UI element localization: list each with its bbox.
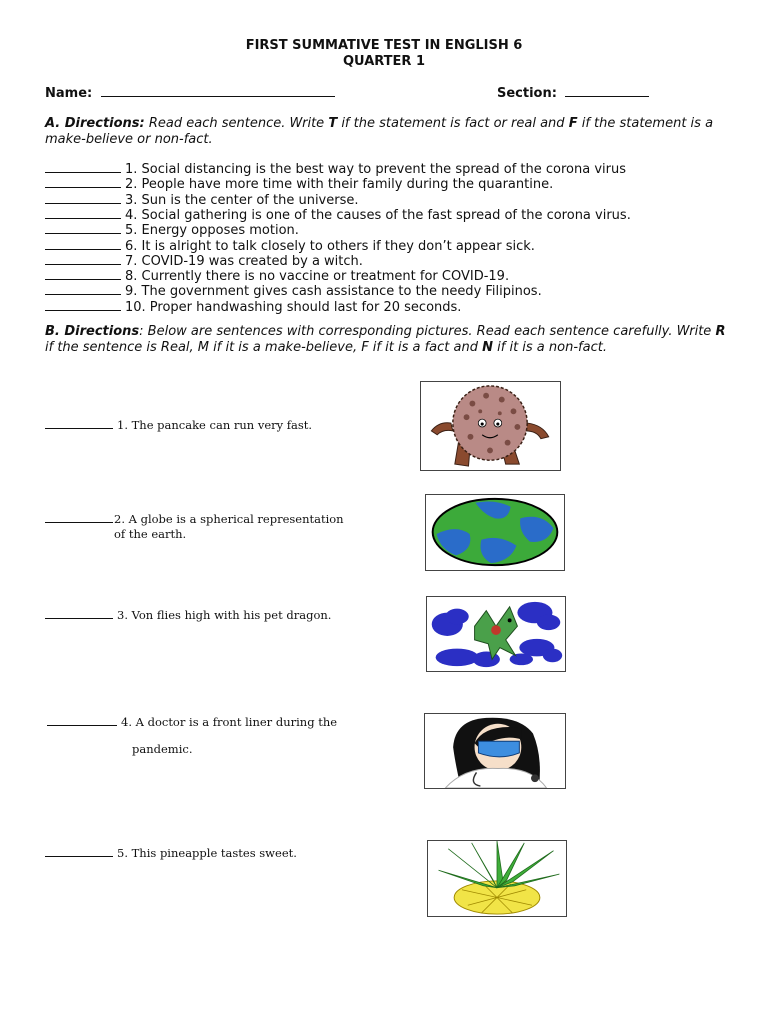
section-row xyxy=(497,85,649,101)
item-text: 9. The government gives cash assistance to the needy Filipinos. xyxy=(125,284,542,300)
part-b-label: B. Directions xyxy=(45,324,140,339)
quarter-label: QUARTER 1 xyxy=(342,54,426,69)
key-t: T xyxy=(328,116,338,131)
item-text: 5. Energy opposes motion. xyxy=(125,223,299,239)
part-a-label: A. Directions: xyxy=(45,116,145,131)
item-text: 4. Social gathering is one of the causes of the fast spread of the corona virus. xyxy=(125,207,631,223)
item-text: 6. It is alright to talk closely to others if they don’t appear sick. xyxy=(125,238,535,254)
item-text: 1. Social distancing is the best way to prevent the spread of the corona virus xyxy=(125,162,626,177)
item-text: 4. A doctor is a front liner during the xyxy=(121,715,338,729)
dragon-icon xyxy=(427,597,565,671)
part-b-item xyxy=(45,845,297,861)
doctor-picture xyxy=(424,713,566,789)
test-title: FIRST SUMMATIVE TEST IN ENGLISH 6 xyxy=(245,38,523,53)
part-a-text: Read each sentence. Write xyxy=(144,116,329,131)
answer-blank[interactable] xyxy=(45,299,121,311)
answer-blank[interactable] xyxy=(45,238,121,250)
answer-blank[interactable] xyxy=(45,161,121,173)
part-a-item xyxy=(45,253,363,269)
item-text: 2. A globe is a spherical representation xyxy=(114,512,344,526)
part-b-text: if it is a non-fact. xyxy=(493,340,607,355)
pineapple-picture xyxy=(427,840,567,917)
answer-blank[interactable] xyxy=(45,845,113,857)
answer-blank[interactable] xyxy=(45,417,113,429)
item-text: 7. COVID-19 was created by a witch. xyxy=(125,253,363,269)
item-text: 1. The pancake can run very fast. xyxy=(117,418,313,432)
key-f: F xyxy=(568,116,578,131)
key-r: R xyxy=(715,324,726,339)
key-n: N xyxy=(482,340,493,355)
part-a-item xyxy=(45,222,299,238)
part-a-item xyxy=(45,238,535,254)
part-b-text: : Below are sentences with corresponding pictures. Read each sentence carefully. Write xyxy=(139,324,716,339)
answer-blank[interactable] xyxy=(45,511,113,523)
name-blank[interactable] xyxy=(101,85,335,97)
section-blank[interactable] xyxy=(565,85,649,97)
item-text: 8. Currently there is no vaccine or treatment for COVID-19. xyxy=(125,269,510,285)
globe-icon xyxy=(426,495,564,570)
part-a-item xyxy=(45,299,461,315)
item-text: 3. Sun is the center of the universe. xyxy=(125,192,359,208)
part-a-directions xyxy=(45,116,735,148)
part-b-item-continued: of the earth. xyxy=(114,527,187,541)
pineapple-icon xyxy=(428,841,566,916)
answer-blank[interactable] xyxy=(45,268,121,280)
answer-blank[interactable] xyxy=(47,714,117,726)
item-text: 10. Proper handwashing should last for 20 seconds. xyxy=(125,299,462,315)
part-b-item-continued: pandemic. xyxy=(132,742,193,756)
answer-blank[interactable] xyxy=(45,222,121,234)
part-a-text: if the statement is a make-believe or non-fact. xyxy=(45,116,714,147)
section-label: Section: xyxy=(497,86,557,101)
globe-picture xyxy=(425,494,565,571)
answer-blank[interactable] xyxy=(45,207,121,219)
part-a-item xyxy=(45,283,542,299)
item-text: 3. Von flies high with his pet dragon. xyxy=(117,608,332,622)
part-b-item xyxy=(45,417,312,433)
part-a-text: if the statement is fact or real and xyxy=(337,116,569,131)
part-a-item xyxy=(45,161,626,177)
item-text: 5. This pineapple tastes sweet. xyxy=(117,846,297,860)
pancake-icon xyxy=(421,382,560,470)
part-a-item xyxy=(45,176,553,192)
answer-blank[interactable] xyxy=(45,283,121,295)
part-a-item xyxy=(45,268,509,284)
name-row xyxy=(45,85,335,101)
pancake-picture xyxy=(420,381,561,471)
part-a-item xyxy=(45,207,631,223)
part-b-item xyxy=(47,714,337,730)
part-b-item xyxy=(45,607,331,623)
answer-blank[interactable] xyxy=(45,607,113,619)
answer-blank[interactable] xyxy=(45,253,121,265)
part-b-directions xyxy=(45,324,735,356)
part-a-item xyxy=(45,192,359,208)
doctor-icon xyxy=(425,714,565,788)
name-label: Name: xyxy=(45,86,93,101)
part-b-item xyxy=(45,511,344,527)
answer-blank[interactable] xyxy=(45,176,121,188)
dragon-picture xyxy=(426,596,566,672)
item-text: 2. People have more time with their family during the quarantine. xyxy=(125,177,554,193)
part-b-text: if the sentence is Real, M if it is a make-believe, F if it is a fact and xyxy=(45,340,483,355)
answer-blank[interactable] xyxy=(45,192,121,204)
